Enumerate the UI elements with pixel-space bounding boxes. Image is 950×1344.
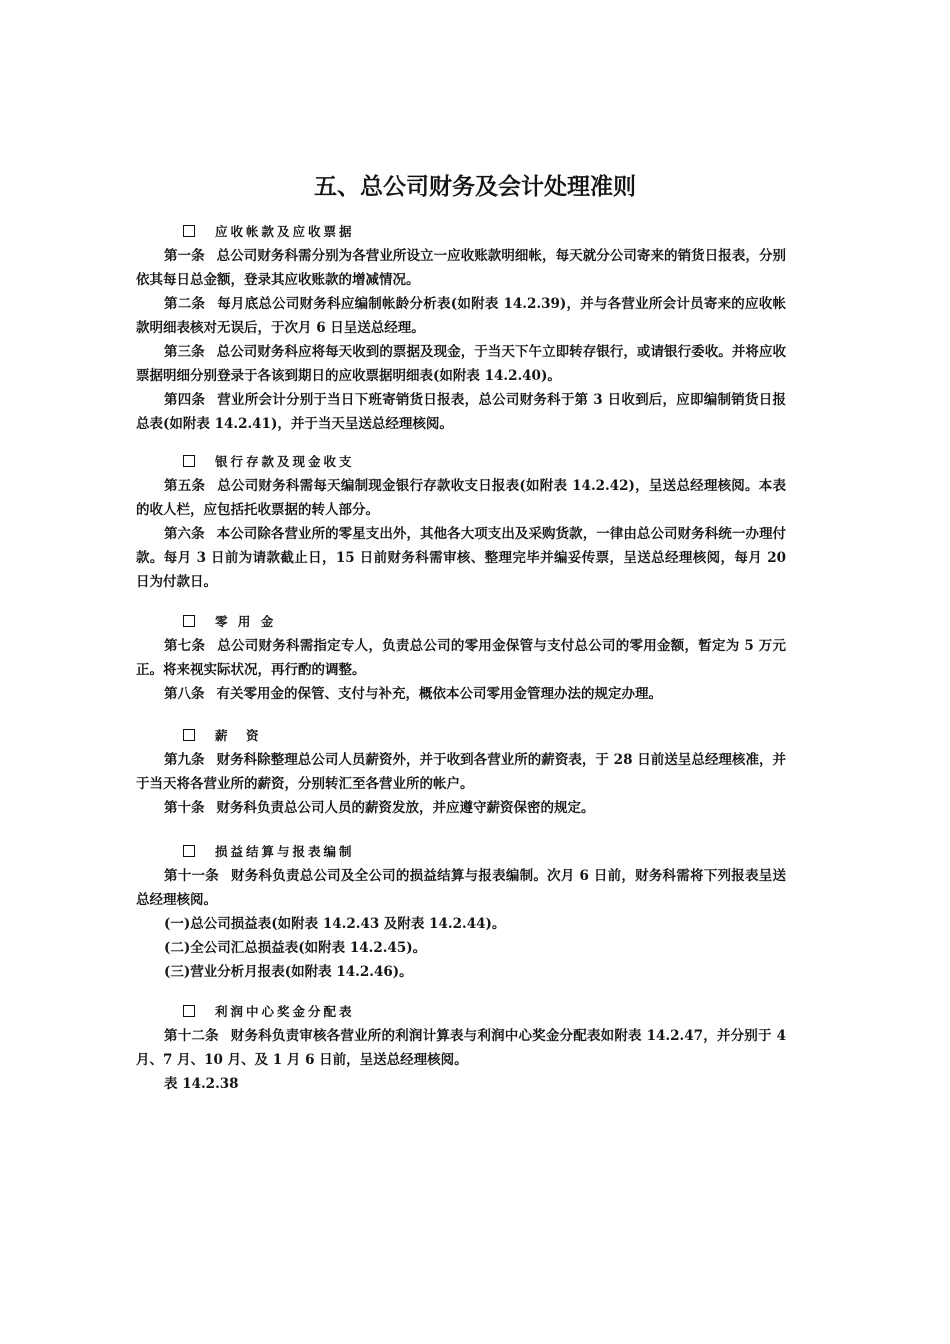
article bbox=[136, 864, 786, 912]
section-bonus-allocation bbox=[136, 1000, 786, 1096]
section-receivables bbox=[136, 220, 786, 436]
article bbox=[136, 292, 786, 340]
checkbox-icon bbox=[183, 455, 195, 467]
article-number: 第五条 bbox=[164, 478, 206, 494]
section-heading-label: 银行存款及现金收支 bbox=[215, 454, 355, 469]
article-text: 本公司除各营业所的零星支出外，其他各大项支出及采购货款，一律由总公司财务科统一办理付款。每月 3 日前为请款截止日，15 日前财务科需审核、整理完毕并编妥传票，呈送总经理核阅，每月 20 日为付款日。 bbox=[136, 526, 787, 590]
section-heading bbox=[136, 840, 786, 862]
section-petty-cash bbox=[136, 610, 786, 706]
table-caption: 表 14.2.38 bbox=[164, 1076, 239, 1092]
article-number: 第九条 bbox=[164, 752, 205, 768]
checkbox-icon bbox=[183, 615, 195, 627]
article-number: 第四条 bbox=[164, 392, 206, 408]
section-heading-label: 利润中心奖金分配表 bbox=[215, 1004, 355, 1019]
article-text: 有关零用金的保管、支付与补充，概依本公司零用金管理办法的规定办理。 bbox=[216, 686, 662, 702]
article-text: 财务科负责总公司及全公司的损益结算与报表编制。次月 6 日前，财务科需将下列报表呈送总经理核阅。 bbox=[136, 868, 787, 908]
article-number: 第二条 bbox=[164, 296, 206, 312]
section-salary bbox=[136, 724, 786, 820]
section-heading-label: 零 用 金 bbox=[215, 614, 277, 629]
list-item: (二)全公司汇总损益表(如附表 14.2.45)。 bbox=[164, 940, 427, 956]
article bbox=[136, 388, 786, 436]
section-heading bbox=[136, 610, 786, 632]
article bbox=[136, 522, 786, 594]
article-number: 第十条 bbox=[164, 800, 205, 816]
article-text: 总公司财务科应将每天收到的票据及现金，于当天下午立即转存银行，或请银行委收。并将应收票据明细分别登录于各该到期日的应收票据明细表(如附表 14.2.40)。 bbox=[136, 344, 787, 384]
checkbox-icon bbox=[183, 225, 195, 237]
article-text: 营业所会计分别于当日下班寄销货日报表，总公司财务科于第 3 日收到后，应即编制销货日报总表(如附表 14.2.41)，并于当天呈送总经理核阅。 bbox=[136, 392, 786, 432]
article-text: 财务科负责总公司人员的薪资发放，并应遵守薪资保密的规定。 bbox=[216, 800, 595, 816]
section-heading bbox=[136, 1000, 786, 1022]
section-profit-loss bbox=[136, 840, 786, 984]
article-number: 第一条 bbox=[164, 248, 205, 264]
list-item: (三)营业分析月报表(如附表 14.2.46)。 bbox=[164, 964, 413, 980]
article-text: 每月底总公司财务科应编制帐龄分析表(如附表 14.2.39)，并与各营业所会计员寄来的应收帐款明细表核对无误后，于次月 6 日呈送总经理。 bbox=[136, 296, 787, 336]
article-number: 第十一条 bbox=[164, 868, 219, 884]
article bbox=[136, 682, 786, 706]
article-number: 第三条 bbox=[164, 344, 205, 360]
checkbox-icon bbox=[183, 1005, 195, 1017]
article-number: 第十二条 bbox=[164, 1028, 219, 1044]
checkbox-icon bbox=[183, 845, 195, 857]
section-bank-cash bbox=[136, 450, 786, 594]
page-title: 五、总公司财务及会计处理准则 bbox=[314, 173, 636, 200]
article bbox=[136, 474, 786, 522]
section-heading-label: 应收帐款及应收票据 bbox=[215, 224, 355, 239]
section-heading-label: 薪 资 bbox=[215, 728, 262, 743]
article-text: 财务科除整理总公司人员薪资外，并于收到各营业所的薪资表，于 28 日前送呈总经理核准，并于当天将各营业所的薪资，分别转汇至各营业所的帐户。 bbox=[136, 752, 787, 792]
article bbox=[136, 244, 786, 292]
checkbox-icon bbox=[183, 729, 195, 741]
article-number: 第八条 bbox=[164, 686, 205, 702]
article-text: 总公司财务科需每天编制现金银行存款收支日报表(如附表 14.2.42)，呈送总经理核阅。本表的收人栏，应包括托收票据的转人部分。 bbox=[136, 478, 787, 518]
section-heading bbox=[136, 450, 786, 472]
list-item: (一)总公司损益表(如附表 14.2.43 及附表 14.2.44)。 bbox=[164, 916, 506, 932]
article-text: 财务科负责审核各营业所的利润计算表与利润中心奖金分配表如附表 14.2.47，并分别于 4 月、7 月、10 月、及 1 月 6 日前，呈送总经理核阅。 bbox=[136, 1028, 786, 1068]
article bbox=[136, 634, 786, 682]
section-heading-label: 损益结算与报表编制 bbox=[215, 844, 355, 859]
article-text: 总公司财务科需分别为各营业所设立一应收账款明细帐，每天就分公司寄来的销货日报表，分别依其每日总金额，登录其应收账款的增减情况。 bbox=[136, 248, 787, 288]
article-text: 总公司财务科需指定专人，负责总公司的零用金保管与支付总公司的零用金额，暂定为 5 万元正。将来视实际状况，再行酌的调整。 bbox=[136, 638, 786, 678]
section-heading bbox=[136, 220, 786, 242]
section-heading bbox=[136, 724, 786, 746]
article-number: 第七条 bbox=[164, 638, 206, 654]
article bbox=[136, 796, 786, 820]
article-number: 第六条 bbox=[164, 526, 205, 542]
article bbox=[136, 340, 786, 388]
article bbox=[136, 748, 786, 796]
article bbox=[136, 1024, 786, 1072]
